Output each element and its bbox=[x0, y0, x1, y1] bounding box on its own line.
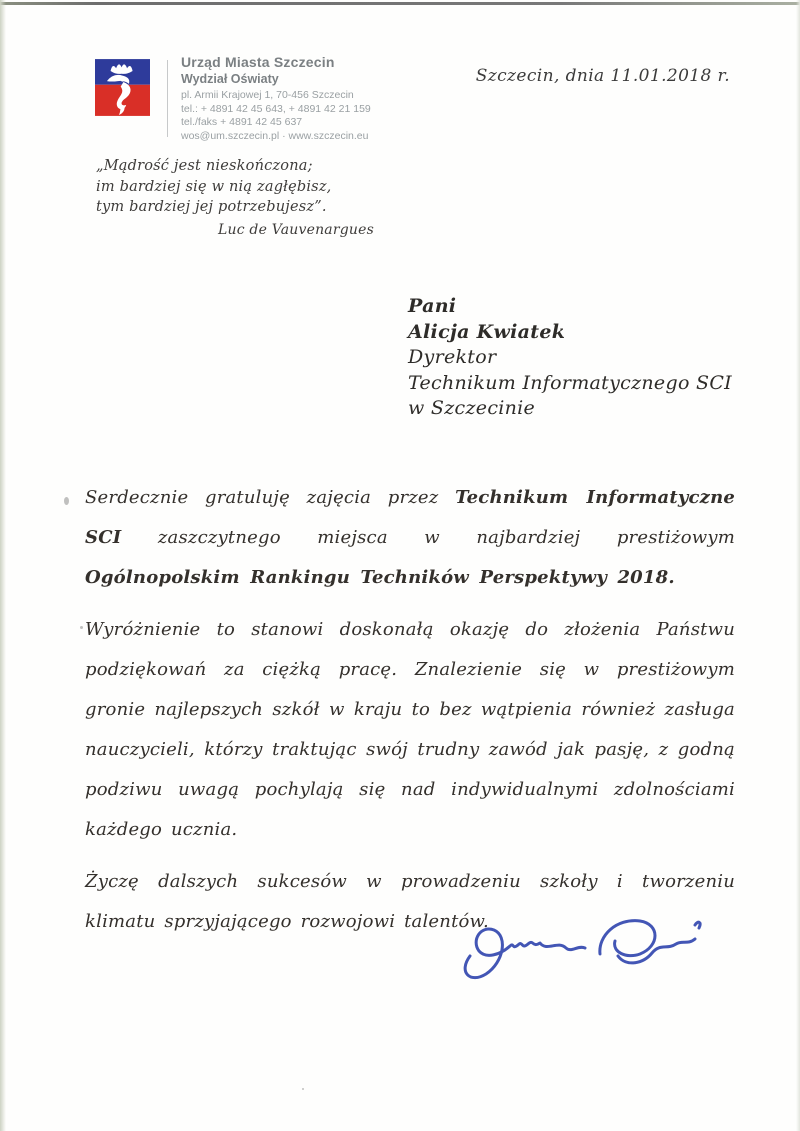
quote-line: tym bardziej jej potrzebujesz”. bbox=[96, 199, 327, 215]
motto-quote bbox=[96, 156, 374, 240]
scan-speck bbox=[64, 497, 69, 505]
recipient-salutation: Pani bbox=[408, 295, 457, 317]
quote-line: „Mądrość jest nieskończona; bbox=[96, 158, 313, 174]
department-name: Wydział Oświaty bbox=[181, 72, 279, 86]
recipient-name: Alicja Kwiatek bbox=[408, 320, 566, 343]
body-text: Wyróżnienie to stanowi doskonałą okazję do złożenia Państwu podziękowań za ciężką pracę. Znalezienie się w prestiżowym gronie najlepszych szkół w kraju to bez wątpienia również zasługa nauczycieli, którzy traktując swój trudny zawód jak pasję, z godną podziwu uwagą pochylają się nad indywidualnymi zdolnościami każdego ucznia. bbox=[85, 619, 735, 840]
scan-edge-right bbox=[796, 0, 800, 1131]
letter-body bbox=[85, 478, 735, 954]
recipient-title: Dyrektor bbox=[408, 346, 497, 368]
dateline: Szczecin, dnia 11.01.2018 r. bbox=[475, 66, 730, 86]
recipient-location: w Szczecinie bbox=[408, 397, 536, 419]
body-text: zaszczytnego miejsca w najbardziej prestiżowym bbox=[121, 527, 735, 548]
scan-speck bbox=[302, 1088, 304, 1090]
scan-edge-top bbox=[0, 2, 800, 5]
body-text: Serdecznie gratuluję zajęcia przez bbox=[85, 487, 456, 508]
body-text-bold: Ogólnopolskim Rankingu Techników Perspektywy 2018. bbox=[85, 567, 675, 588]
signature-ink-strokes bbox=[465, 921, 700, 978]
scan-edge-left bbox=[0, 0, 6, 1131]
quote-line: im bardziej się w nią zagłębisz, bbox=[96, 178, 332, 195]
org-phone: tel.: + 4891 42 45 643, + 4891 42 21 159 bbox=[181, 102, 371, 115]
letterhead-text-block bbox=[181, 54, 371, 143]
quote-attribution: Luc de Vauvenargues bbox=[218, 221, 374, 238]
org-fax: tel./faks + 4891 42 45 637 bbox=[181, 116, 303, 128]
body-paragraph bbox=[85, 610, 735, 850]
scan-speck bbox=[80, 626, 83, 629]
recipient-block bbox=[408, 294, 732, 422]
szczecin-griffin-logo bbox=[95, 59, 150, 116]
org-name: Urząd Miasta Szczecin bbox=[181, 54, 335, 70]
body-paragraph bbox=[85, 478, 735, 598]
org-email-web: wos@um.szczecin.pl · www.szczecin.eu bbox=[181, 129, 369, 142]
quote-lines bbox=[96, 156, 374, 218]
letterhead-divider bbox=[167, 60, 168, 137]
org-address: pl. Armii Krajowej 1, 70-456 Szczecin bbox=[181, 89, 354, 101]
handwritten-signature bbox=[448, 890, 716, 998]
recipient-organization: Technikum Informatycznego SCI bbox=[408, 371, 732, 394]
body-text: Życzę dalszych sukcesów w prowadzeniu szkoły i tworzeniu klimatu sprzyjającego rozwojowi talentów. bbox=[85, 871, 735, 932]
body-text-bold: Technikum Informatyczne SCI bbox=[85, 487, 736, 548]
